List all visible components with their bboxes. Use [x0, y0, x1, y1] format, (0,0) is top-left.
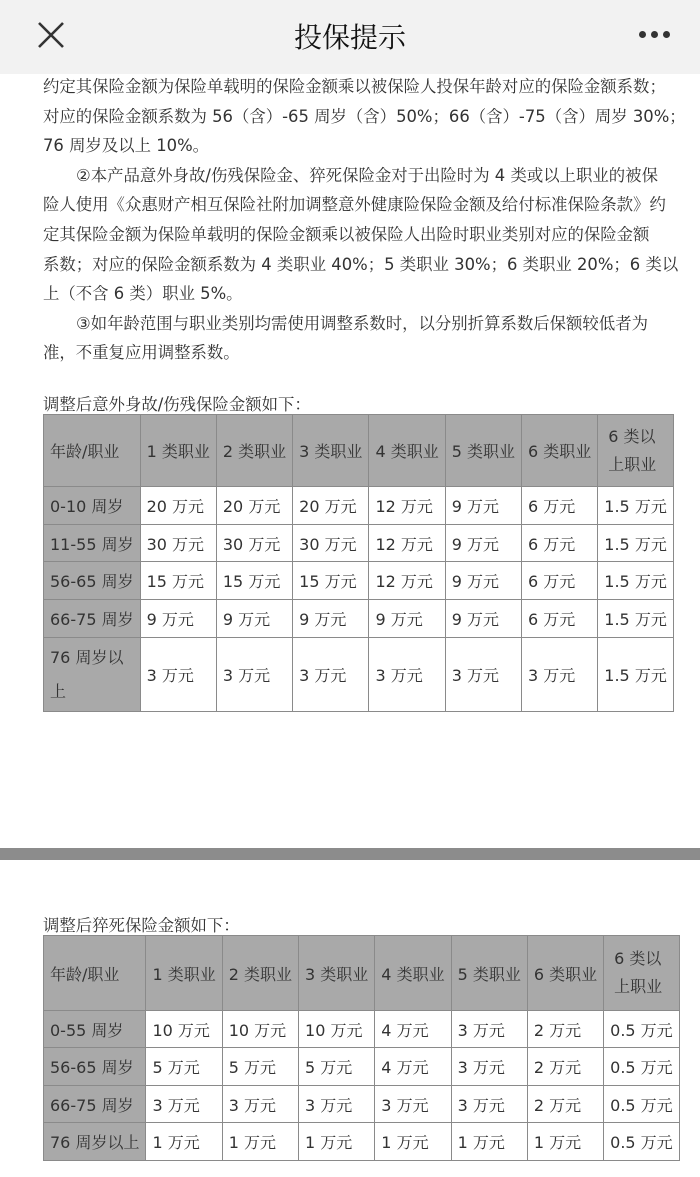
table-cell: 3 万元	[146, 1086, 222, 1123]
column-header: 6 类职业	[522, 415, 598, 487]
table-row	[44, 600, 674, 638]
table-cell: 20 万元	[140, 487, 216, 525]
table-cell: 30 万元	[293, 525, 369, 562]
row-header: 56-65 周岁	[44, 562, 141, 600]
column-header: 6 类职业	[527, 936, 603, 1011]
table-cell: 6 万元	[522, 525, 598, 562]
table-cell: 3 万元	[451, 1011, 527, 1048]
table-cell: 0.5 万元	[604, 1048, 680, 1086]
page-title: 投保提示	[293, 21, 406, 54]
row-header: 11-55 周岁	[44, 525, 141, 562]
table-header-row	[44, 936, 680, 1011]
table-cell: 6 万元	[522, 600, 598, 638]
row-header: 66-75 周岁	[44, 1086, 146, 1123]
table-header-row	[44, 415, 674, 487]
column-header: 4 类职业	[369, 415, 445, 487]
paragraph-line: 76 周岁及以上 10%。	[43, 136, 210, 156]
table-cell: 1.5 万元	[598, 600, 674, 638]
table-cell: 1.5 万元	[598, 487, 674, 525]
paragraph-line: 险人使用《众惠财产相互保险社附加调整意外健康险保险金额及给付标准保险条款》约	[43, 195, 666, 215]
table-cell: 15 万元	[293, 562, 369, 600]
table-cell: 4 万元	[375, 1011, 451, 1048]
table-cell: 2 万元	[527, 1086, 603, 1123]
paragraph-line: ③如年龄范围与职业类别均需使用调整系数时，以分别折算系数后保额较低者为	[76, 313, 648, 333]
table-cell: 9 万元	[369, 600, 445, 638]
paragraph-line: 约定其保险金额为保险单载明的保险金额乘以被保险人投保年龄对应的保险金额系数；	[43, 77, 666, 96]
table-cell: 3 万元	[522, 638, 598, 712]
table-row	[44, 1086, 680, 1123]
table-cell: 6 万元	[522, 487, 598, 525]
table-cell: 2 万元	[527, 1011, 603, 1048]
table-cell: 15 万元	[216, 562, 292, 600]
table-cell: 4 万元	[375, 1048, 451, 1086]
table-cell: 1 万元	[451, 1123, 527, 1161]
table-cell: 15 万元	[140, 562, 216, 600]
table2-caption: 调整后猝死保险金额如下：	[43, 916, 240, 935]
table-row	[44, 1123, 680, 1161]
paragraph-line: 定其保险金额为保险单载明的保险金额乘以被保险人出险时职业类别对应的保险金额	[43, 224, 650, 244]
table-cell: 12 万元	[369, 525, 445, 562]
table-row	[44, 1048, 680, 1086]
column-header: 4 类职业	[375, 936, 451, 1011]
column-header: 6 类以上职业	[598, 415, 674, 487]
table-cell: 9 万元	[216, 600, 292, 638]
accident-death-table	[43, 414, 674, 712]
table1-caption: 调整后意外身故/伤残保险金额如下：	[43, 395, 311, 414]
column-header: 2 类职业	[222, 936, 298, 1011]
table-cell: 1 万元	[222, 1123, 298, 1161]
column-header: 5 类职业	[451, 936, 527, 1011]
table-cell: 3 万元	[451, 1086, 527, 1123]
table-cell: 9 万元	[445, 487, 521, 525]
table-cell: 0.5 万元	[604, 1123, 680, 1161]
table-row	[44, 562, 674, 600]
table-cell: 9 万元	[445, 600, 521, 638]
table-cell: 1 万元	[299, 1123, 375, 1161]
table-cell: 0.5 万元	[604, 1011, 680, 1048]
table-cell: 3 万元	[375, 1086, 451, 1123]
table-cell: 0.5 万元	[604, 1086, 680, 1123]
table-cell: 3 万元	[369, 638, 445, 712]
table-row	[44, 525, 674, 562]
column-header: 5 类职业	[445, 415, 521, 487]
table-cell: 10 万元	[222, 1011, 298, 1048]
table-cell: 12 万元	[369, 487, 445, 525]
paragraph-line: 对应的保险金额系数为 56（含）-65 周岁（含）50%；66（含）-75（含）周岁 30%；	[43, 106, 686, 126]
table-row	[44, 1011, 680, 1048]
table-cell: 5 万元	[299, 1048, 375, 1086]
table-cell: 9 万元	[293, 600, 369, 638]
column-header: 1 类职业	[146, 936, 222, 1011]
table-cell: 5 万元	[222, 1048, 298, 1086]
section-divider	[0, 848, 700, 860]
table-row	[44, 638, 674, 712]
table-cell: 1.5 万元	[598, 562, 674, 600]
table-cell: 30 万元	[216, 525, 292, 562]
table-cell: 20 万元	[293, 487, 369, 525]
table-cell: 1 万元	[527, 1123, 603, 1161]
table-cell: 1 万元	[146, 1123, 222, 1161]
table-cell: 9 万元	[140, 600, 216, 638]
table-cell: 3 万元	[222, 1086, 298, 1123]
notice-text	[43, 72, 686, 368]
column-header: 年龄/职业	[44, 936, 146, 1011]
table-cell: 30 万元	[140, 525, 216, 562]
table-cell: 3 万元	[445, 638, 521, 712]
column-header: 3 类职业	[293, 415, 369, 487]
table-row	[44, 487, 674, 525]
table-cell: 3 万元	[451, 1048, 527, 1086]
table-cell: 9 万元	[445, 525, 521, 562]
table-cell: 10 万元	[146, 1011, 222, 1048]
paragraph-line: 准，不重复应用调整系数。	[43, 343, 240, 363]
table-cell: 10 万元	[299, 1011, 375, 1048]
table-cell: 6 万元	[522, 562, 598, 600]
column-header: 3 类职业	[299, 936, 375, 1011]
table-cell: 20 万元	[216, 487, 292, 525]
table-cell: 3 万元	[293, 638, 369, 712]
table-cell: 1.5 万元	[598, 638, 674, 712]
column-header: 2 类职业	[216, 415, 292, 487]
table-cell: 5 万元	[146, 1048, 222, 1086]
column-header: 6 类以上职业	[604, 936, 680, 1011]
row-header: 76 周岁以上	[44, 1123, 146, 1161]
row-header: 0-55 周岁	[44, 1011, 146, 1048]
row-header: 66-75 周岁	[44, 600, 141, 638]
top-bar	[0, 0, 700, 74]
row-header: 76 周岁以上	[44, 638, 141, 712]
table-cell: 12 万元	[369, 562, 445, 600]
table-cell: 1.5 万元	[598, 525, 674, 562]
paragraph-line: 上（不含 6 类）职业 5%。	[43, 284, 243, 304]
paragraph-line: ②本产品意外身故/伤残保险金、猝死保险金对于出险时为 4 类或以上职业的被保	[76, 165, 658, 185]
table-cell: 3 万元	[299, 1086, 375, 1123]
table-cell: 1 万元	[375, 1123, 451, 1161]
table-cell: 9 万元	[445, 562, 521, 600]
table-cell: 3 万元	[216, 638, 292, 712]
row-header: 0-10 周岁	[44, 487, 141, 525]
sudden-death-table	[43, 935, 680, 1161]
table-cell: 2 万元	[527, 1048, 603, 1086]
column-header: 1 类职业	[140, 415, 216, 487]
table-cell: 3 万元	[140, 638, 216, 712]
paragraph-line: 系数；对应的保险金额系数为 4 类职业 40%；5 类职业 30%；6 类职业 20%；6 类以	[43, 254, 679, 274]
column-header: 年龄/职业	[44, 415, 141, 487]
more-dots-icon[interactable]	[639, 31, 670, 38]
row-header: 56-65 周岁	[44, 1048, 146, 1086]
